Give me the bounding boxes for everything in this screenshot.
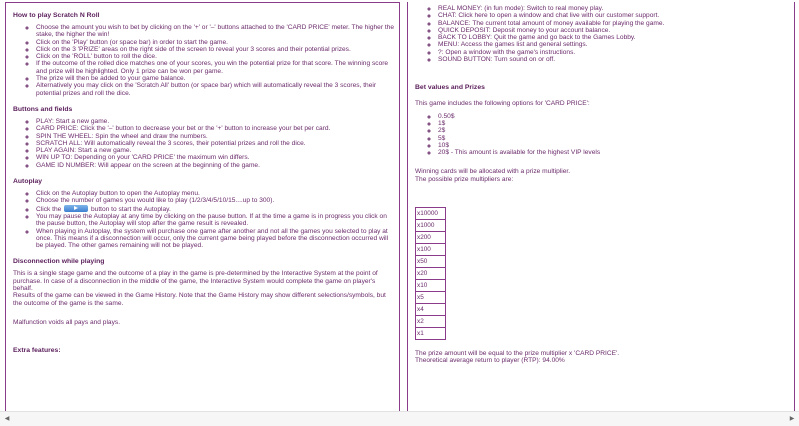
rules-left-panel	[5, 2, 400, 412]
horizontal-scrollbar[interactable]	[0, 411, 799, 426]
list-item: ◦ Choose the amount you wish to bet by clicking on the '+' or '–' buttons attached to the 'CARD PRICE' meter. The higher the stake, the higher the win!	[36, 24, 394, 39]
bet-values-heading: Bet values and Prizes	[415, 84, 485, 92]
disconnection-heading: Disconnection while playing	[13, 258, 105, 266]
extra-features-heading: Extra features:	[13, 347, 61, 355]
list-item: ◦ If the outcome of the rolled dice matches one of your scores, you win the potential prize for that score. The winning score and prize will be highlighted. Only 1 prize can be won per game.	[36, 60, 394, 75]
disconnection-paragraph: This is a single stage game and the outcome of a play in the game is pre-determined by the Interactive System at the point of purchase. In case of a disconnection in the middle of the game, the Interactive System would complete the game on player's behalf.	[13, 270, 378, 293]
list-item: ◦ Choose the number of games you would like to play (1/2/3/4/5/10/15....up to 300).	[36, 197, 394, 204]
list-item: ◦ WIN UP TO: Depending on your 'CARD PRICE' the maximum win differs.	[36, 154, 394, 161]
multiplier-cell: x1000	[416, 220, 446, 232]
list-item: ◦ 2$	[438, 127, 789, 134]
scroll-right-icon[interactable]: ▶	[789, 416, 795, 422]
multiplier-cell: x50	[416, 256, 446, 268]
scroll-left-icon[interactable]: ◀	[4, 416, 10, 422]
bet-intro-text: This game includes the following options for 'CARD PRICE':	[415, 100, 590, 108]
list-item: ◦ GAME ID NUMBER: Will appear on the screen at the beginning of the game.	[36, 162, 394, 169]
list-item: ◦ When playing in Autoplay, the system will purchase one game after another and not all the games you selected to play at once. This means if a disconnection will occur, only the current game being played before the disconnection occurred will be played. The other games remaining will not be played.	[36, 228, 394, 250]
list-item: ◦ You may pause the Autoplay at any time by clicking on the pause button. If at the time a game is in progress you click on the pause button, the Autoplay will stop after the game result is revealed.	[36, 213, 394, 228]
list-item: ◦ The prize will then be added to your game balance.	[36, 75, 394, 82]
list-item: ◦ Click on the Autoplay button to open the Autoplay menu.	[36, 190, 394, 197]
list-item: ◦ SCRATCH ALL: Will automatically reveal the 3 scores, their potential prizes and roll the dice.	[36, 140, 394, 147]
rtp-text: Theoretical average return to player (RTP): 94.00%	[415, 357, 565, 365]
list-item: ◦ 20$ - This amount is available for the highest VIP levels	[438, 149, 789, 156]
multiplier-table	[415, 207, 446, 340]
table-row	[416, 304, 446, 316]
buttons-list	[13, 118, 394, 169]
table-row	[416, 220, 446, 232]
table-row	[416, 268, 446, 280]
list-item: ◦ SPIN THE WHEEL: Spin the wheel and draw the numbers.	[36, 133, 394, 140]
multiplier-cell: x20	[416, 268, 446, 280]
disconnection-paragraph: Results of the game can be viewed in the Game History. Note that the Game History may show different selections/symbols, but the outcome of the game is the same.	[13, 292, 386, 307]
list-item: ◦ BACK TO LOBBY: Quit the game and go back to the Games Lobby.	[438, 34, 789, 41]
list-item: ◦ Alternatively you may click on the 'Scratch All' button (or space bar) which will automatically reveal the 3 scores, their potential prizes and roll the dice.	[36, 82, 394, 97]
list-item: ◦ MENU: Access the games list and general settings.	[438, 41, 789, 48]
allocation-text: Winning cards will be allocated with a prize multiplier.	[415, 168, 571, 176]
table-row	[416, 244, 446, 256]
multiplier-cell: x1	[416, 328, 446, 340]
list-item: ◦ PLAY AGAIN: Start a new game.	[36, 147, 394, 154]
multiplier-cell: x2	[416, 316, 446, 328]
list-item	[36, 205, 394, 213]
features-list	[415, 5, 789, 63]
multiplier-cell: x10	[416, 280, 446, 292]
malfunction-text: Malfunction voids all pays and plays.	[13, 318, 121, 326]
autoplay-list	[13, 190, 394, 249]
list-item: ◦ QUICK DEPOSIT: Deposit money to your account balance.	[438, 27, 789, 34]
list-item: ◦ ?: Open a window with the game's instructions.	[438, 49, 789, 56]
list-item: ◦ CHAT: Click here to open a window and chat live with our customer support.	[438, 12, 789, 19]
list-item: ◦ 5$	[438, 135, 789, 142]
list-item: ◦ Click on the 'ROLL' button to roll the dice.	[36, 53, 394, 60]
list-item: ◦ SOUND BUTTON: Turn sound on or off.	[438, 56, 789, 63]
list-item: ◦ PLAY: Start a new game.	[36, 118, 394, 125]
table-row	[416, 316, 446, 328]
table-row	[416, 208, 446, 220]
table-row	[416, 256, 446, 268]
rules-right-panel	[407, 2, 795, 412]
play-button-icon	[64, 205, 88, 212]
autoplay-click-text: Click the	[36, 205, 62, 213]
table-row	[416, 292, 446, 304]
list-item: ◦ 10$	[438, 142, 789, 149]
table-row	[416, 328, 446, 340]
table-row	[416, 232, 446, 244]
multiplier-cell: x4	[416, 304, 446, 316]
list-item: ◦ 0.50$	[438, 113, 789, 120]
prize-note-text: The prize amount will be equal to the prize multiplier x 'CARD PRICE'.	[415, 350, 620, 358]
howto-list	[13, 24, 394, 97]
multiplier-cell: x100	[416, 244, 446, 256]
list-item: ◦ CARD PRICE: Click the '–' button to decrease your bet or the '+' button to increase your bet per card.	[36, 125, 394, 132]
howto-heading: How to play Scratch N Roll	[13, 12, 100, 19]
autoplay-start-text: button to start the Autoplay.	[90, 205, 171, 213]
card-price-options	[415, 113, 789, 157]
multiplier-cell: x5	[416, 292, 446, 304]
multiplier-cell: x200	[416, 232, 446, 244]
list-item: ◦ 1$	[438, 120, 789, 127]
buttons-heading: Buttons and fields	[13, 105, 73, 113]
list-item: ◦ BALANCE: The current total amount of money available for playing the game.	[438, 20, 789, 27]
multipliers-intro-text: The possible prize multipliers are:	[415, 175, 514, 183]
autoplay-heading: Autoplay	[13, 178, 43, 186]
list-item: ◦ Click on the 'Play' button (or space bar) in order to start the game.	[36, 39, 394, 46]
multiplier-cell: x10000	[416, 208, 446, 220]
list-item: ◦ REAL MONEY: (in fun mode): Switch to real money play.	[438, 5, 789, 12]
table-row	[416, 280, 446, 292]
list-item: ◦ Click on the 3 'PRIZE' areas on the right side of the screen to reveal your 3 scores and their potential prizes.	[36, 46, 394, 53]
